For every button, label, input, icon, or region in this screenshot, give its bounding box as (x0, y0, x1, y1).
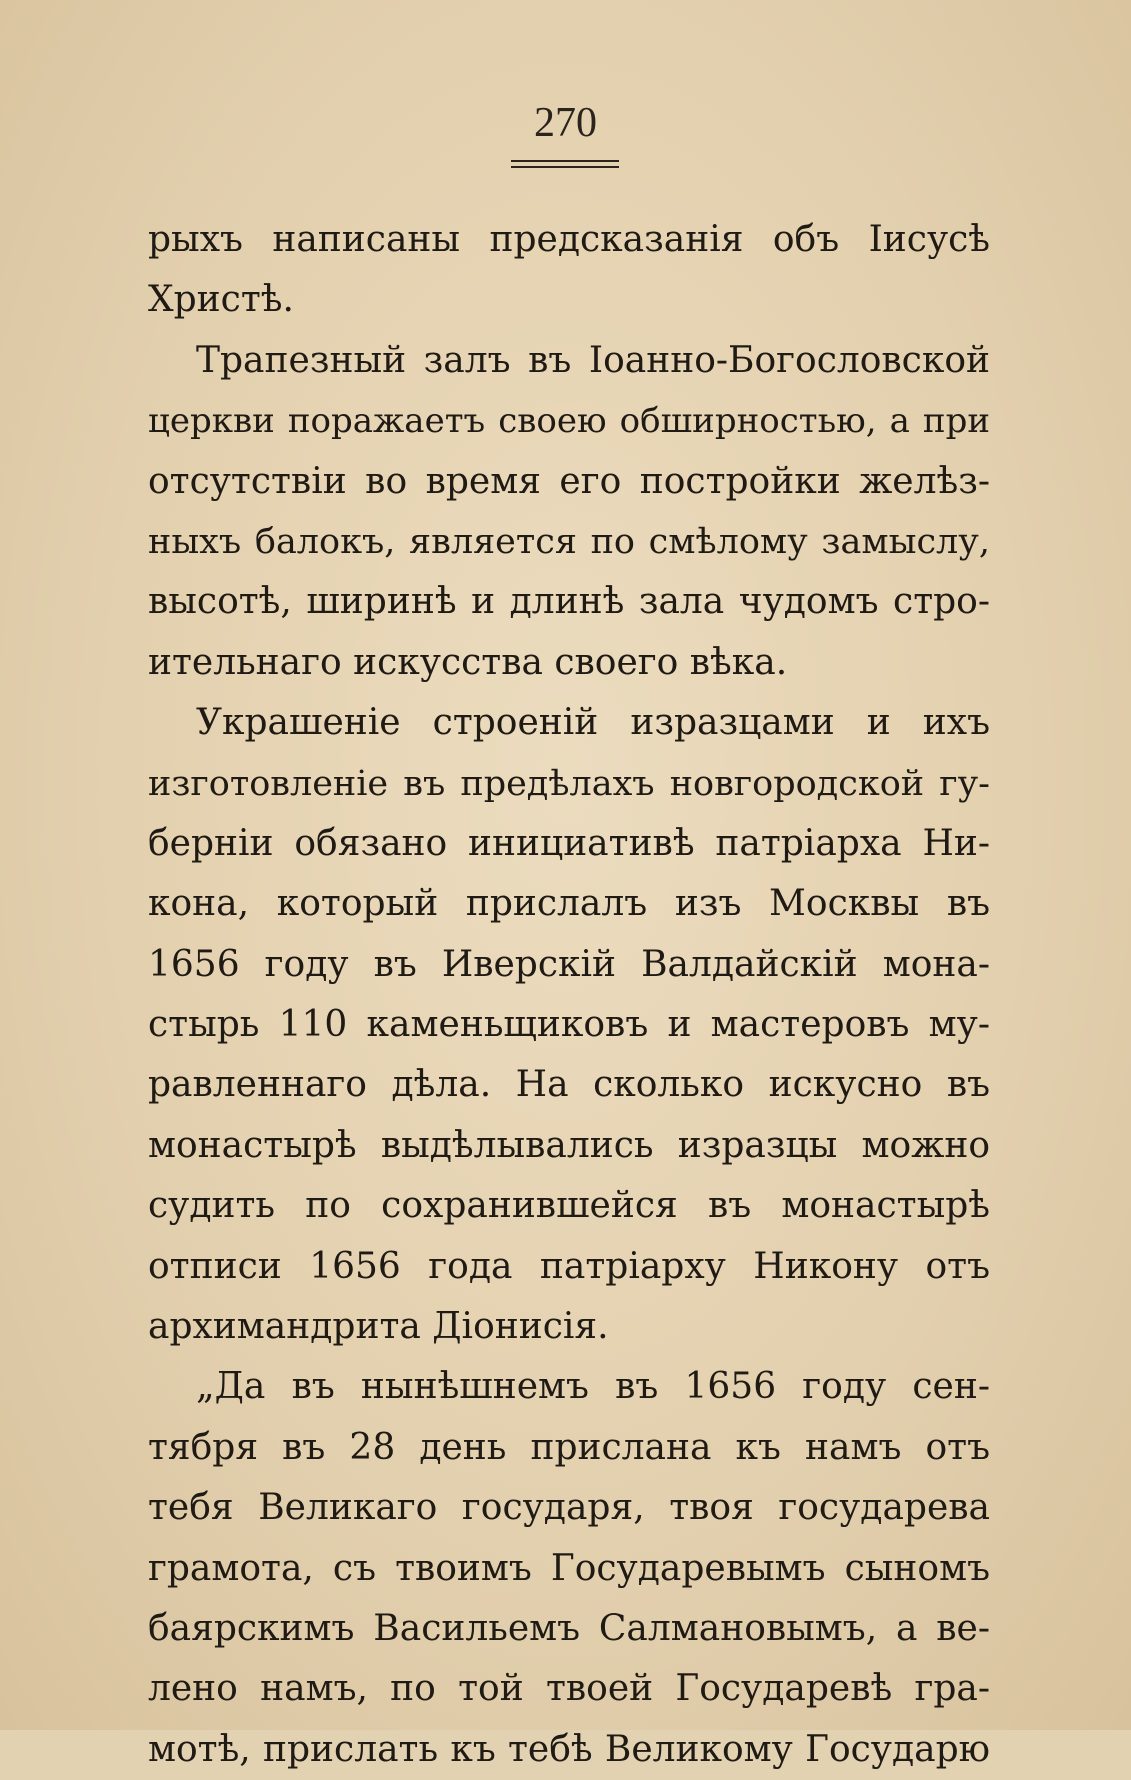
text-line: равленнаго дѣла. На сколько искусно въ (148, 1064, 990, 1106)
text-line: Христѣ. (148, 279, 294, 321)
page-number: 270 (534, 100, 597, 146)
text-line: отписи 1656 года патріарху Никону отъ (148, 1245, 990, 1287)
text-line: стырь 110 каменьщиковъ и мастеровъ му- (148, 1004, 990, 1046)
text-line: „Да въ нынѣшнемъ въ 1656 году сен- (196, 1366, 990, 1408)
text-line: лено намъ, по той твоей Государевѣ гра- (148, 1668, 990, 1710)
text-line: архимандрита Діонисія. (148, 1306, 609, 1348)
text-line: изготовленіе въ предѣлахъ новгородской гу- (148, 763, 990, 804)
text-line: 1656 году въ Иверскій Валдайскій мона- (148, 943, 990, 985)
text-line: ительнаго искусства своего вѣка. (148, 641, 788, 683)
text-line: кона, который прислалъ изъ Москвы въ (148, 883, 990, 925)
text-line: высотѣ, ширинѣ и длинѣ зала чудомъ стро- (148, 581, 990, 623)
body-text (148, 210, 990, 1780)
text-line: берніи обязано инициативѣ патріарха Ни- (148, 822, 990, 864)
text-line: баярскимъ Васильемъ Салмановымъ, а ве- (148, 1607, 990, 1649)
text-line: Трапезный залъ въ Іоанно-Богословской (196, 339, 990, 381)
text-line: тября въ 28 день прислана къ намъ отъ (148, 1426, 990, 1468)
text-line: Украшеніе строеній изразцами и ихъ (196, 702, 990, 744)
text-line: ныхъ балокъ, является по смѣлому замыслу, (148, 521, 990, 562)
text-line: мотѣ, прислать къ тебѣ Великому Государю (148, 1728, 990, 1770)
text-line: церкви поражаетъ своею обширностью, а при (148, 401, 990, 442)
header-rule (511, 160, 619, 162)
text-line: грамота, съ твоимъ Государевымъ сыномъ (148, 1547, 990, 1589)
text-line: отсутствіи во время его постройки желѣз- (148, 460, 990, 502)
text-line: тебя Великаго государя, твоя государева (148, 1487, 990, 1529)
text-line: рыхъ написаны предсказанія объ Іисусѣ (148, 219, 990, 260)
text-line: монастырѣ выдѣлывались изразцы можно (148, 1124, 990, 1166)
header-rule (511, 166, 619, 168)
text-line: судить по сохранившейся въ монастырѣ (148, 1185, 990, 1227)
